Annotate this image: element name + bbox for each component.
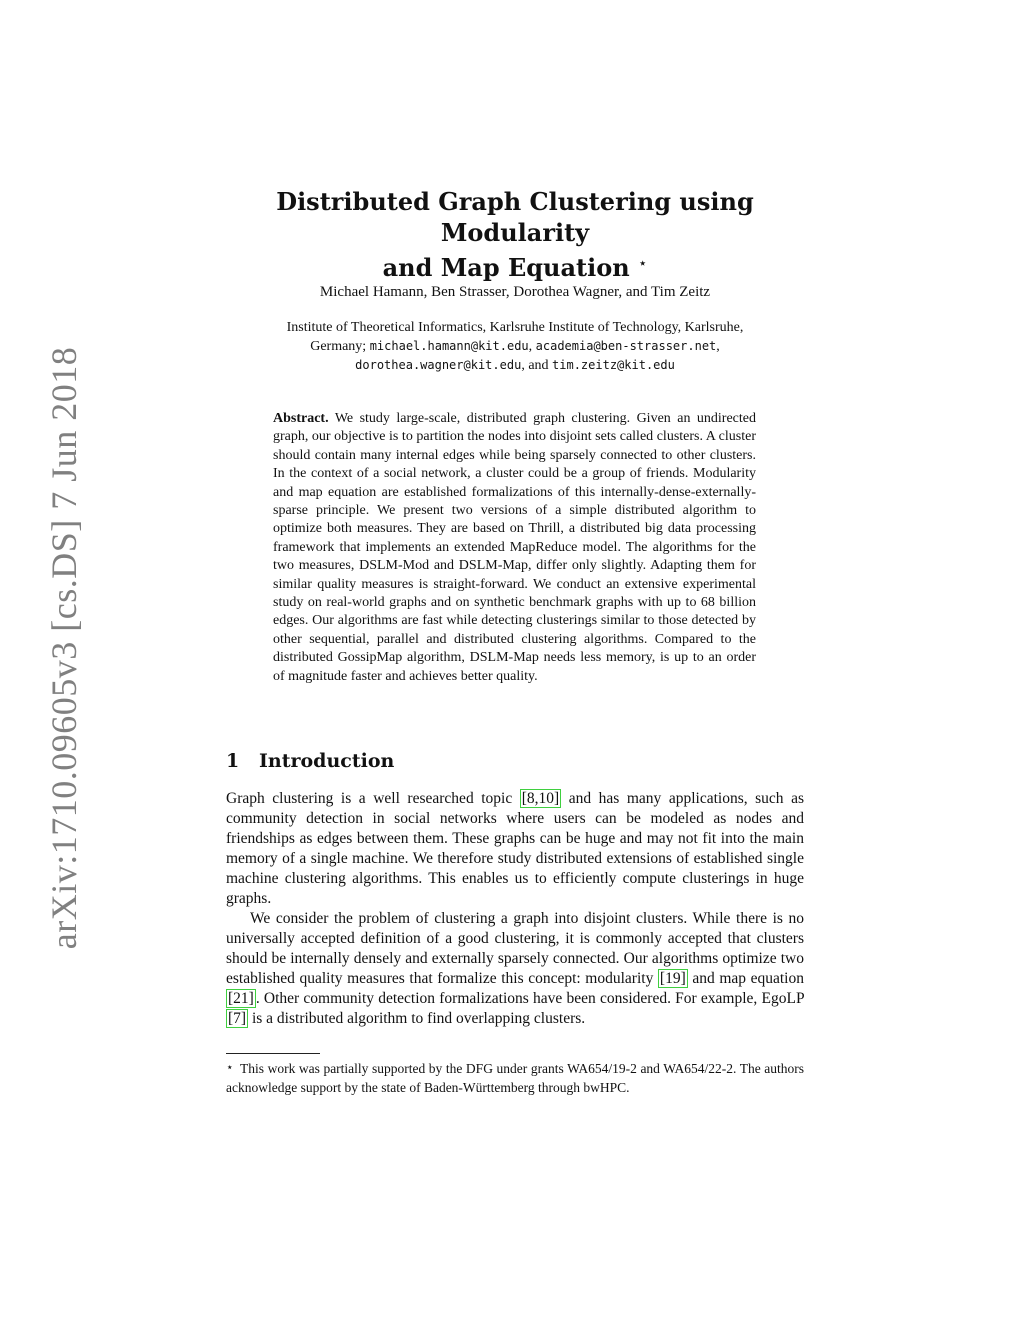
footnote-text: This work was partially supported by the DFG under grants WA654/19-2 and WA654/22-2. The authors acknowledge support by the state of Baden-Württemberg through bwHPC. — [226, 1061, 804, 1095]
citation-link[interactable]: [7] — [228, 1010, 247, 1027]
title-line-2: and Map Equation — [382, 253, 630, 282]
affiliation: Institute of Theoretical Informatics, Karlsruhe Institute of Technology, Karlsruhe, Germany; michael.hamann@kit.edu, academia@ben-strasser.net, dorothea.wagner@kit.edu, and tim.zeitz@kit.edu — [286, 320, 744, 373]
email-wagner[interactable]: dorothea.wagner@kit.edu — [355, 358, 522, 372]
affiliation-country: Germany; — [310, 339, 367, 354]
p2-text-d: is a distributed algorithm to find overlapping clusters. — [248, 1010, 586, 1027]
email-hamann[interactable]: michael.hamann@kit.edu — [369, 339, 529, 353]
title-footnote-mark: ⋆ — [638, 254, 648, 272]
section-number: 1 — [226, 750, 240, 772]
intro-paragraph-1 — [226, 789, 804, 909]
citation-link[interactable]: [8,10] — [521, 790, 560, 807]
footnote — [226, 1058, 804, 1097]
arxiv-identifier: arXiv:1710.09605v3 [cs.DS] 7 Jun 2018 — [44, 346, 84, 950]
abstract-label: Abstract. — [273, 411, 329, 426]
citation-link[interactable]: [19] — [659, 970, 686, 987]
author-list: Michael Hamann, Ben Strasser, Dorothea Wagner, and Tim Zeitz — [319, 284, 711, 300]
p2-text-c: . Other community detection formalizations have been considered. For example, EgoLP — [255, 990, 804, 1007]
p1-text-a: Graph clustering is a well researched topic — [226, 790, 520, 807]
section-title: Introduction — [259, 750, 395, 772]
affiliation-line: Institute of Theoretical Informatics, Karlsruhe Institute of Technology, Karlsruhe, — [286, 320, 744, 335]
p1-text-b: and has many applications, such as community detection in social networks where users can be modeled as nodes and friendships as edges between them. These graphs can be huge and may not fit into the main memory of a single machine. We therefore study distributed extensions of established single machine clustering algorithms. This enables us to efficiently compute clusterings in huge graphs. — [226, 790, 804, 907]
abstract — [273, 410, 756, 686]
section-heading-introduction — [226, 750, 394, 772]
citation-link[interactable]: [21] — [228, 990, 254, 1007]
title-line-1: Distributed Graph Clustering using Modularity — [276, 187, 754, 247]
p2-text-b: and map equation — [687, 970, 804, 987]
paper-title — [200, 186, 830, 283]
p2-text-a: We consider the problem of clustering a graph into disjoint clusters. While there is no universally accepted definition of a good clustering, it is commonly accepted that clusters should be internally densely and externally sparsely connected. Our algorithms optimize two established quality measures that formalize this concept: modularity — [226, 910, 804, 987]
intro-paragraph-2 — [226, 909, 804, 1029]
email-strasser[interactable]: academia@ben-strasser.net — [535, 339, 717, 353]
abstract-text: We study large-scale, distributed graph clustering. Given an undirected graph, our objective is to partition the nodes into disjoint sets called clusters. A cluster should contain many internal edges while being sparsely connected to other clusters. In the context of a social network, a cluster could be a group of friends. Modularity and map equation are established formalizations of this internally-dense-externally-sparse principle. We present two versions of a simple distributed algorithm to optimize both measures. They are based on Thrill, a distributed big data processing framework that implements an extended MapReduce model. The algorithms for the two measures, DSLM-Mod and DSLM-Map, differ only slightly. Adapting them for similar quality measures is straight-forward. We conduct an extensive experimental study on real-world graphs and on synthetic benchmark graphs with up to 68 billion edges. Our algorithms are fast while detecting clusterings similar to those detected by other sequential, parallel and distributed clustering algorithms. Compared to the distributed GossipMap algorithm, DSLM-Map needs less memory, is up to an order of magnitude faster and achieves better quality. — [273, 411, 756, 684]
affiliation-and: and — [528, 358, 549, 373]
footnote-divider — [226, 1053, 320, 1054]
email-zeitz[interactable]: tim.zeitz@kit.edu — [552, 358, 675, 372]
footnote-mark: ⋆ — [226, 1060, 234, 1074]
